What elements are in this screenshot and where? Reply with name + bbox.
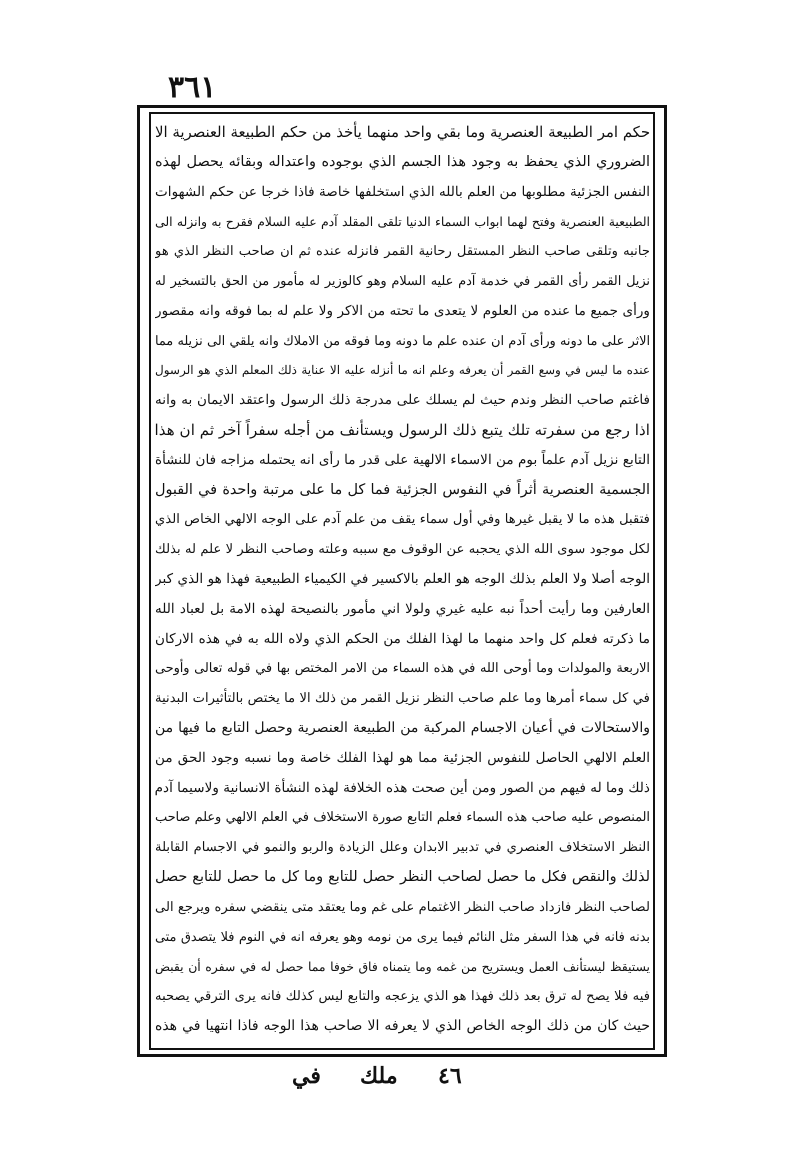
text-line: اذا رجع من سفرته تلك يتبع ذلك الرسول ويستأنف من أجله سفراً آخر ثم ان هذا [155, 420, 650, 439]
text-line: ذلك وما له فيهم من الصور ومن أين صحت هذه الخلافة لهذه النشأة الانسانية ولاسيما آدم [155, 779, 650, 796]
text-line: يستيقظ ليستأنف العمل ويستريح من غمه وما يتمناه فاق خوفا مما حصل له في سفره أن يقبض [155, 959, 650, 975]
signature-number: ٤٦ [438, 1063, 462, 1089]
text-line: حكم امر الطبيعة العنصرية وما بقي واحد منهما يأخذ من حكم الطبيعة العنصرية الا [155, 124, 650, 141]
text-line: العارفين وما رأيت أحداً نبه عليه غيري ولولا اني مأمور بالنصيحة لهذه الامة بل لعباد الله [155, 600, 650, 617]
page-number: ٣٦١ [168, 70, 217, 105]
text-line: حيث كان من ذلك الوجه الخاص الذي لا يعرفه الا صاحب هذا الوجه فاذا انتهيا في هذه [155, 1017, 650, 1034]
text-line: العلم الالهي الحاصل للنفوس الجزئية مما هو لهذا الفلك خاصة وما نسبه وجود الحق من [155, 749, 650, 766]
main-text-block [155, 118, 650, 1044]
text-line: الضروري الذي يحفظ به وجود هذا الجسم الذي بوجوده واعتداله وبقائه يحصل لهذه [155, 153, 650, 170]
text-line: لكل موجود سوى الله الذي يحجبه عن الوقوف مع سببه وعلته وصاحب النظر لا علم له بذلك [155, 542, 650, 558]
text-line [155, 1042, 650, 1044]
text-line: الاثر على ما دونه ورأى آدم ان عنده علم ما دونه وما فوقه من الاملاك وانه يلقي الى نزيله مما [155, 333, 650, 349]
text-line: الاربعة والمولدات وما أوحى الله في هذه السماء من الامر المختص بها في قوله تعالى وأوحى [155, 661, 650, 677]
text-line: بدنه فانه في هذا السفر مثل النائم فيما يرى من نومه وهو يعرفه انه في النوم فلا يتصدق متى [155, 929, 650, 945]
text-line: عنده ما ليس في وسع القمر أن يعرفه وعلم انه ما أنزله عليه الا عناية ذلك المعلم الذي هو الرسول [155, 363, 650, 378]
text-line: فاغتم صاحب النظر وندم حيث لم يسلك على مدرجة ذلك الرسول واعتقد الايمان به وانه [155, 392, 650, 409]
text-line: في كل سماء أمرها وما علم صاحب النظر نزيل القمر من ذلك الا ما يختص بالتأثيرات البدنية [155, 691, 650, 707]
page-footer [0, 1063, 800, 1103]
text-line: لذلك والنقص فكل ما حصل لصاحب النظر حصل للتابع وما كل ما حصل للتابع حصل [155, 868, 650, 885]
text-line: والاستحالات في أعيان الاجسام المركبة من الطبيعة العنصرية وحصل التابع ما فيها من [155, 719, 650, 736]
text-line: ورأى جميع ما عنده من العلوم لا يتعدى ما تحته من الاكر ولا علم له بما فوقه وانه مقصور [155, 302, 650, 319]
text-line: التابع نزيل آدم علماً بوم من الاسماء الالهية على قدر ما رأى انه يحتمله مزاجه فان للنشأة [155, 451, 650, 468]
text-line: المنصوص عليه صاحب هذه السماء فعلم التابع صورة الاستخلاف في العلم الالهي وعلم صاحب [155, 810, 650, 826]
text-line: الوجه أصلا ولا العلم بذلك الوجه هو العلم بالاكسير في الكيمياء الطبيعية فهذا هو الذي كبر [155, 570, 650, 587]
text-line: فتقبل هذه ما لا يقبل غيرها وفي أول سماء يقف من علم آدم على الوجه الالهي الخاص الذي [155, 512, 650, 528]
text-line: الجسمية العنصرية أثراً في النفوس الجزئية فما كل ما على مرتبة واحدة في القبول [155, 481, 650, 498]
catchword: في [292, 1063, 321, 1089]
text-line: جانبه وتلقى صاحب النظر المستقل رحانية القمر فانزله عنده ثم ان صاحب النظر الذي هو [155, 244, 650, 260]
text-line: النظر الاستخلاف العنصري في تدبير الابدان وعلل الزيادة والربو والنمو في الاجسام القابلة [155, 840, 650, 856]
signature-mark: ملك [360, 1063, 398, 1089]
text-line: الطبيعية العنصرية وفتح لهما ابواب السماء الدنيا تلقى المقلد آدم عليه السلام فقرح به وانزله الى [155, 214, 650, 230]
text-line: نزيل القمر رأى القمر في خدمة آدم عليه السلام وهو كالوزير له مأمور من الحق بالتسخير له [155, 273, 650, 289]
text-line: ما ذكرته فعلم كل واحد منهما ما لهذا الفلك من الحكم الذي ولاه الله به في هذه الاركان [155, 630, 650, 647]
text-line: النفس الجزئية مطلوبها من العلم بالله الذي استخلفها خاصة فاذا خرجا عن حكم الشهوات [155, 183, 650, 200]
text-line: فيه فلا يصح له ترق بعد ذلك فهذا هو الذي يزعجه والتابع ليس كذلك فانه يرى الترقي يصحبه [155, 989, 650, 1005]
text-line: لصاحب النظر فازداد صاحب النظر الاغتمام على غم وما يعتقد متى ينقضي سفره ويرجع الى [155, 899, 650, 915]
